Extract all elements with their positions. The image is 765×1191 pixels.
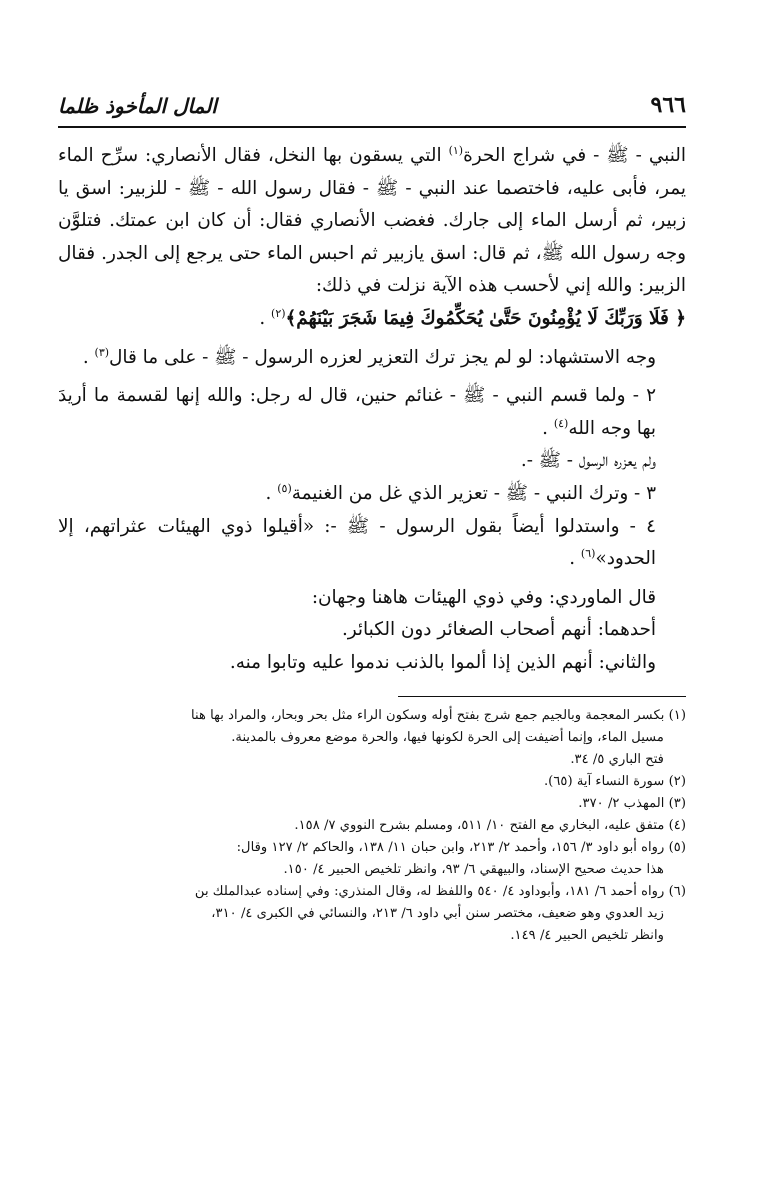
footnote-4: (٤) متفق عليه، البخاري مع الفتح ١٠/ ٥١١، ومسلم بشرح النووي ٧/ ١٥٨.	[294, 817, 686, 833]
footnote-1	[58, 705, 686, 771]
text-run: وجه الاستشهاد: لو لم يجز ترك التعزير لعزره الرسول - ﷺ - على ما قال	[109, 346, 656, 368]
footnote-line: هذا حديث صحيح الإسناد، والبيهقي ٦/ ٩٣، وانظر تلخيص الحبير ٤/ ١٥٠.	[283, 862, 664, 878]
period: .	[569, 548, 581, 570]
paragraph-istishhad	[58, 342, 686, 375]
text-run: النبي - ﷺ - في شراج الحرة	[463, 145, 686, 166]
period: .	[82, 346, 95, 368]
footnote-ref-6: (٦)	[580, 547, 596, 560]
footnotes	[58, 705, 686, 948]
paragraph-first-view: أحدهما: أنهم أصحاب الصغائر دون الكبائر.	[341, 619, 656, 641]
footnote-3: (٣) المهذب ٢/ ٣٧٠.	[578, 795, 686, 811]
footnote-ref-2: (٢)	[271, 306, 286, 320]
footnote-line: فتح الباري ٥/ ٣٤.	[570, 751, 664, 767]
page-header	[58, 92, 686, 128]
running-title: المال المأخوذ ظلما	[58, 94, 217, 118]
footnote-ref-1: (١)	[448, 143, 464, 157]
period: .	[542, 417, 554, 439]
footnote-line: زيد العدوي وهو ضعيف، مختصر سنن أبي داود ٦/ ٢١٣، والنسائي في الكبرى ٤/ ٣١٠،	[211, 906, 664, 922]
text-run: ٣ - وترك النبي - ﷺ - تعزير الذي غل من الغنيمة	[291, 482, 656, 504]
footnote-5	[58, 837, 686, 881]
footnote-ref-3: (٣)	[94, 345, 110, 359]
footnote-line: مسيل الماء، وإنما أضيفت إلى الحرة لكونها فيها، والحرة موضع معروف بالمدينة.	[231, 729, 664, 745]
period: .	[259, 307, 272, 329]
footnote-rule-wrap	[58, 680, 686, 705]
footnote-2: (٢) سورة النساء آية (٦٥).	[543, 773, 686, 789]
book-page	[58, 92, 686, 948]
footnote-line: وانظر تلخيص الحبير ٤/ ١٤٩.	[510, 928, 664, 944]
footnote-6	[58, 881, 686, 947]
text-run: التي يسقون بها النخل، فقال الأنصاري: سرِّح الماء يمر، فأبى عليه، فاختصما عند النبي - ﷺ - فقال رسول الله - ﷺ - للزبير: اسق يا زبير، ثم أرسل الماء إلى جارك. فغضب الأنصاري فقال: أن كان ابن عمتك. فتلوَّن وجه رسول الله ﷺ، ثم قال: اسق يازبير ثم احبس الماء حتى يرجع إلى الجدر. فقال الزبير: والله إني لأحسب هذه الآية نزلت في ذلك:	[58, 145, 686, 297]
paragraph-no-taazir: ولم يعزره الرسول - ﷺ -.	[520, 450, 656, 472]
footnote-line: (٦) رواه أحمد ٦/ ١٨١، وأبوداود ٤/ ٥٤٠ واللفظ له، وقال المنذري: وفي إسناده عبدالملك بن	[194, 884, 686, 900]
main-text	[58, 140, 686, 680]
paragraph-second-view: والثاني: أنهم الذين إذا ألموا بالذنب ندموا عليه وتابوا منه.	[229, 651, 656, 673]
footnote-separator	[398, 696, 686, 697]
period: .	[265, 482, 278, 504]
text-run: ٤ - واستدلوا أيضاً بقول الرسول - ﷺ -: «أقيلوا ذوي الهيئات عثراتهم، إلا الحدود»	[58, 515, 656, 570]
paragraph-point-4	[58, 511, 686, 576]
quran-verse: ﴿ فَلَا وَرَبِّكَ لَا يُؤْمِنُونَ حَتَّىٰ يُحَكِّمُوكَ فِيمَا شَجَرَ بَيْنَهُمْ﴾	[285, 307, 686, 329]
text-run: ٢ - ولما قسم النبي - ﷺ - غنائم حنين، قال له رجل: والله إنها لقسمة ما أريدَ بها وجه الله	[58, 385, 656, 439]
paragraph-point-2	[58, 380, 686, 445]
paragraph-hadith-zubair	[58, 140, 686, 303]
paragraph-mawardi: قال الماوردي: وفي ذوي الهيئات هاهنا وجهان:	[311, 586, 656, 608]
quran-verse-line	[58, 303, 686, 336]
footnote-ref-4: (٤)	[553, 416, 569, 430]
footnote-ref-5: (٥)	[277, 481, 292, 495]
footnote-line: (٥) رواه أبو داود ٣/ ١٥٦، وأحمد ٢/ ٢١٣، وابن حبان ١١/ ١٣٨، والحاكم ٢/ ١٢٧ وقال:	[236, 840, 686, 856]
page-number: ٩٦٦	[650, 92, 686, 118]
footnote-line: (١) بكسر المعجمة وبالجيم جمع شرج بفتح أوله وسكون الراء مثل بحر وبحار، والمراد بها هنا	[191, 707, 686, 723]
paragraph-point-3	[58, 478, 686, 511]
